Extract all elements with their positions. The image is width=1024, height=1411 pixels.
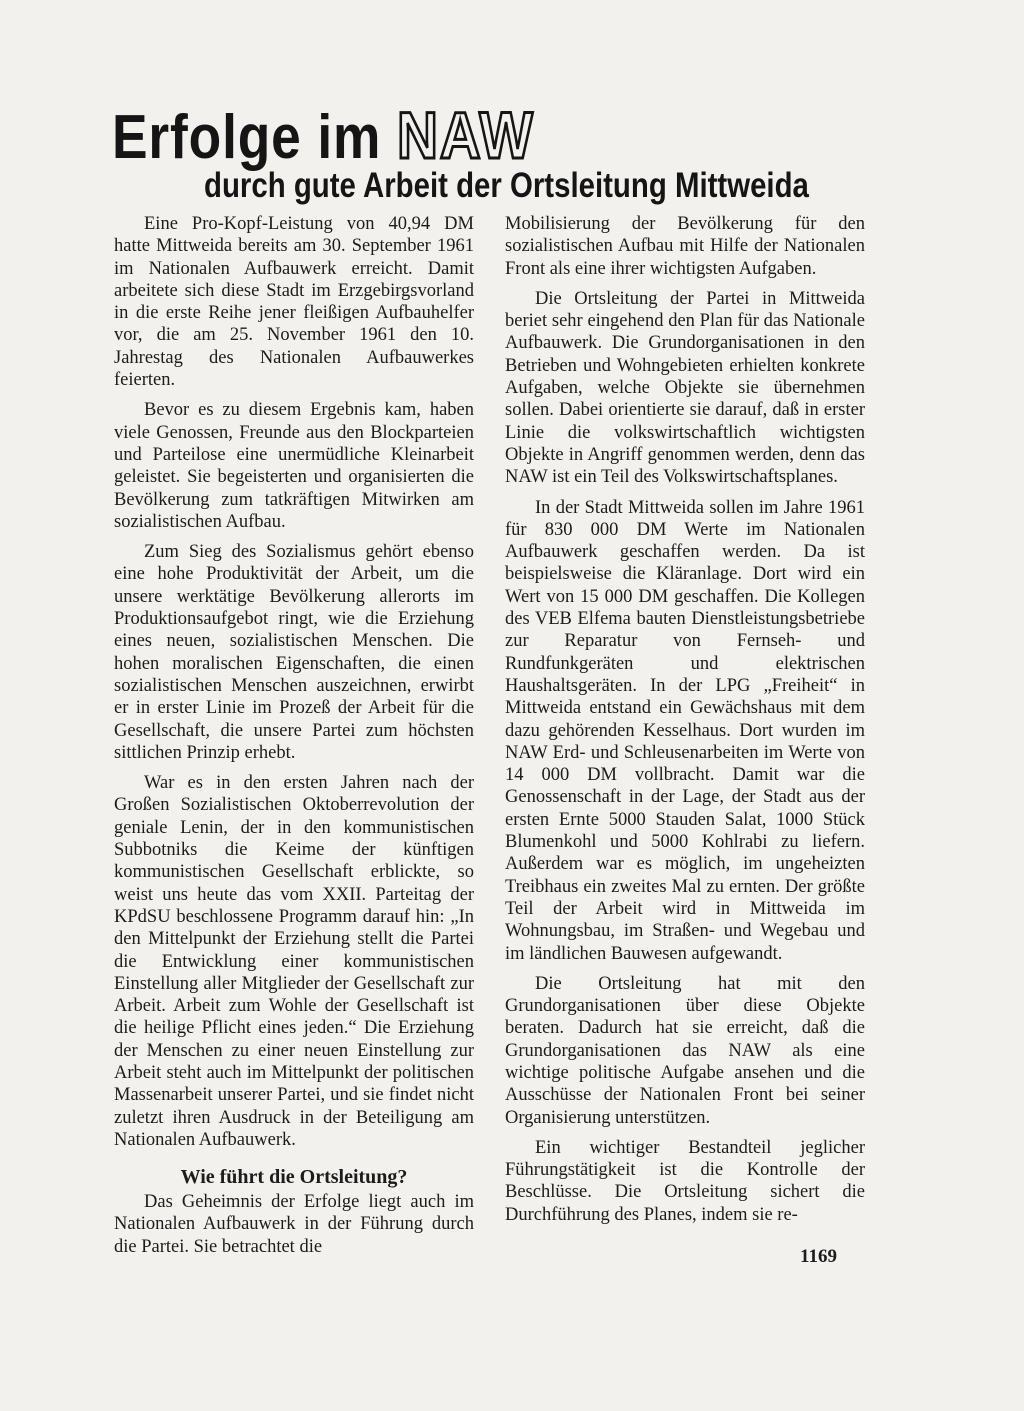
right-column — [505, 213, 865, 1234]
page-title — [112, 100, 535, 173]
page-subtitle: durch gute Arbeit der Ortsleitung Mittweida — [204, 166, 809, 205]
paragraph: Zum Sieg des Sozialismus gehört ebenso eine hohe Produktivität der Arbeit, um die unsere werktätige Bevölkerung allerorts im Produktionsaufgebot ringt, wie die Erziehung eines neuen, sozialistischen Menschen. Die hohen moralischen Eigenschaften, die einen sozialistischen Menschen auszeichnen, erwirbt er in erster Linie im Prozeß der Arbeit für die Gesellschaft, die unsere Partei zum höchsten sittlichen Prinzip erhebt. — [114, 542, 474, 763]
paragraph: Bevor es zu diesem Ergebnis kam, haben viele Genossen, Freunde aus den Blockparteien und Parteilose eine unermüdliche Kleinarbeit geleistet. Sie begeisterten und organisierten die Bevölkerung zum tatkräftigen Mitwirken am sozialistischen Aufbau. — [114, 400, 474, 532]
paragraph: Das Geheimnis der Erfolge liegt auch im Nationalen Aufbauwerk in der Führung durch die Partei. Sie betrachtet die — [114, 1192, 474, 1257]
page-number: 1169 — [800, 1246, 837, 1267]
title-prefix: Erfolge im — [112, 103, 397, 172]
paragraph: In der Stadt Mittweida sollen im Jahre 1961 für 830 000 DM Werte im Nationalen Aufbauwerk geschaffen werden. Da ist beispielsweise die Kläranlage. Dort wird ein Wert von 15 000 DM geschaffen. Die Kollegen des VEB Elfema bauten Dienstleistungsbetriebe zur Reparatur von Fernseh- und Rundfunkgeräten und elektrischen Haushaltsgeräten. In der LPG „Freiheit“ in Mittweida entstand ein Gewächshaus mit dem dazu gehörenden Kesselhaus. Dort wurden im NAW Erd- und Schleusenarbeiten im Werte von 14 000 DM vollbracht. Damit war die Genossenschaft in der Lage, der Stadt aus der ersten Ernte 5000 Stauden Salat, 1000 Stück Blumenkohl und 5000 Kohlrabi zu liefern. Außerdem war es möglich, im ungeheizten Treibhaus ein zweites Mal zu ernten. Der größte Teil der Arbeit wird in Mittweida im Wohnungsbau, im Straßen- und Wegebau und im ländlichen Bauwesen aufgewandt. — [505, 497, 865, 964]
paragraph: Eine Pro-Kopf-Leistung von 40,94 DM hatte Mittweida bereits am 30. September 1961 im Nationalen Aufbauwerk erreicht. Damit arbeitete sich diese Stadt im Erzgebirgsvorland in die erste Reihe jener fleißigen Aufbauhelfer vor, die am 25. November 1961 den 10. Jahrestag des Nationalen Aufbauwerkes feierten. — [114, 214, 474, 391]
paragraph: Die Ortsleitung hat mit den Grundorganisationen über diese Objekte beraten. Dadurch hat sie erreicht, daß die Grundorganisationen das NAW als eine wichtige politische Aufgabe ansehen und die Ausschüsse der Nationalen Front bei seiner Organisierung unterstützen. — [505, 973, 865, 1128]
paragraph: Die Ortsleitung der Partei in Mittweida beriet sehr eingehend den Plan für das Nationale Aufbauwerk. Die Grundorganisationen in den Betrieben und Wohngebieten erhielten konkrete Aufgaben, welche Objekte sie übernehmen sollen. Dabei orientierte sie darauf, daß in erster Linie die volkswirtschaftlich wichtigsten Objekte in Angriff genommen werden, denn das NAW ist ein Teil des Volkswirtschaftsplanes. — [505, 288, 865, 488]
paragraph-continuation: Mobilisierung der Bevölkerung für den sozialistischen Aufbau mit Hilfe der Nationalen Front als eine ihrer wichtigsten Aufgaben. — [505, 214, 865, 279]
section-heading: Wie führt die Ortsleitung? — [180, 1166, 408, 1189]
paragraph: Ein wichtiger Bestandteil jeglicher Führungstätigkeit ist die Kontrolle der Beschlüsse. Die Ortsleitung sichert die Durchführung des Planes, indem sie re- — [505, 1137, 865, 1225]
title-highlight: NAW — [396, 98, 535, 172]
paragraph: War es in den ersten Jahren nach der Großen Sozialistischen Oktoberrevolution der geniale Lenin, der in den kommunistischen Subbotniks die Keime der künftigen kommunistischen Gesellschaft erblickte, so weist uns heute das vom XXII. Parteitag der KPdSU beschlossene Programm darauf hin: „In den Mittelpunkt der Erziehung stellt die Partei die Entwicklung einer kommunistischen Einstellung aller Mitglieder der Gesellschaft zur Arbeit. Arbeit zum Wohle der Gesellschaft ist die heilige Pflicht eines jeden.“ Die Erziehung der Menschen zu einer neuen Einstellung zur Arbeit steht auch im Mittelpunkt der politischen Massenarbeit unserer Partei, und sie findet nicht zuletzt ihren Ausdruck in der Beteiligung am Nationalen Aufbauwerk. — [114, 773, 474, 1150]
left-column — [114, 213, 474, 1266]
